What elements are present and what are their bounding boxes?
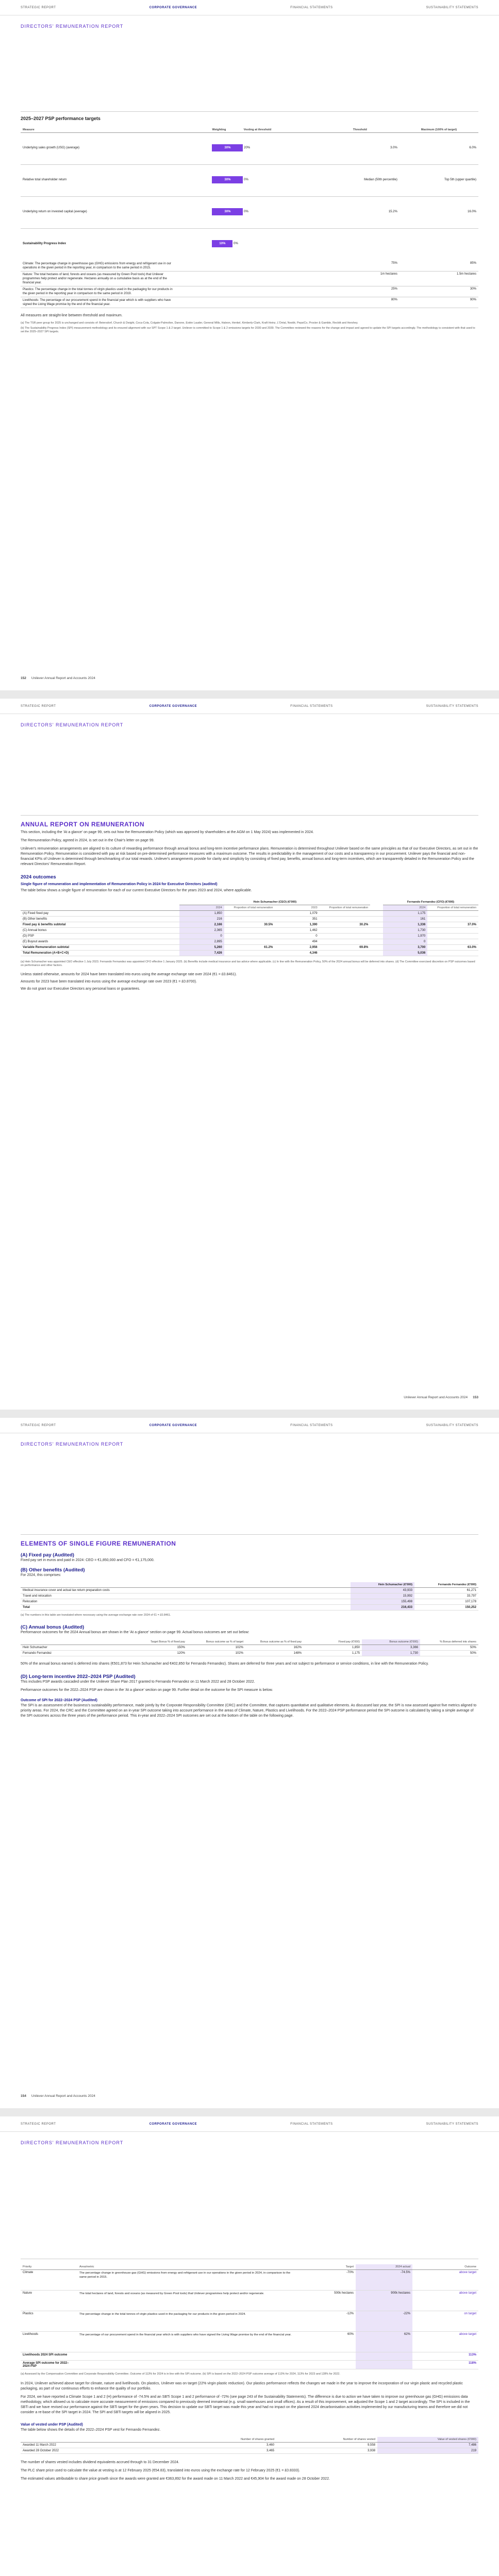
cell-value: 2,956	[309, 946, 318, 949]
bonus-table	[21, 1639, 478, 1656]
spacer	[370, 928, 383, 934]
cell-value: 2,166	[179, 922, 224, 928]
cell-value: 60%	[347, 2333, 354, 2336]
col-weighting: Weighting	[212, 128, 226, 131]
performance-paragraph: In 2024, Unilever achieved above target for climate, nature and livelihoods. On plastics, Unilever was on target (22% virgin plastic reduction). Our plastics performance reflects the changes we made in the year to improve the incorporation of our virgin plastic and recycled plastic packaging, as part of our continuous efforts to enhance the quality of our portfolio.	[21, 2382, 463, 2391]
table-row	[21, 2443, 478, 2448]
cell-value: 1,850	[352, 1646, 360, 1650]
nav-sustainability-statements[interactable]: SUSTAINABILITY STATEMENTS	[426, 2122, 478, 2126]
cell-value: 162%	[293, 1646, 302, 1650]
cell-value: 2,895	[179, 939, 224, 945]
cell-value	[320, 934, 371, 939]
cell-value	[320, 917, 371, 922]
performance-paragraph: For 2024, we have reported a Climate Scope 1 and 2 (H) performance of -74.5% and an SBTi Scope 1 and 2 performance of -72% (see page 243 of the Sustainability Statements). The difference is due to action we have taken to improve our greenhouse gas (GHG) emissions data methodology, which allowed us to calculate more accurate measurement of emissions compared to previously deemed immaterial (e.g. small warehouses and small offices). As a result of this improvement, we adjusted the Scope 1 and 2 target accordingly. The SPI is included in the SBTi and we have revised our performance against the SBTi target for the given years. This decision to update our SBTi target was made this year and had no impact on the planned 2024 decarbonisation activities implemented by our manufacturing teams and therefore we did not consider a re-base of the SPI target in 2024. The SPI and SBTi targets will be aligned in 2025.	[21, 2395, 470, 2415]
cell-value: 3,366	[362, 1645, 420, 1651]
spi-maximum: 30%	[400, 286, 478, 297]
row-label: (B) Other benefits	[23, 918, 47, 921]
page-footer	[21, 2094, 95, 2098]
cell-value	[356, 2352, 412, 2361]
table-row	[21, 951, 478, 956]
col-header	[21, 1639, 129, 1645]
cell-value: -12%	[346, 2312, 354, 2315]
spi-footnotes: (a) Assessed by the Compensation Committee and Corporate Responsibility Committee. Outcome of 113% for 2024 is in line with the SPI outcome. (b) SPI is based on the 2022–2024 PSP outcome average of 113% for 2024, 113% for 2023 and 128% for 2022.	[21, 2372, 340, 2376]
spi-item: Livelihoods: The percentage of our procurement spend in the financial year which is with suppliers who have signed the Living Wage promise by the end of the financial year.	[21, 297, 178, 308]
spi-outcome-table	[21, 2264, 478, 2369]
col-vesting: Vesting at threshold	[243, 128, 272, 131]
weight-bar: 30%	[212, 144, 243, 151]
cell-value: above target	[459, 2292, 476, 2295]
spi-item: Climate: The percentage change in greenhouse gas (GHG) emissions from energy and refrigerant use in our operations in the given period in the reporting year, in comparison to the same period in 2015.	[21, 261, 178, 272]
cell-value: Livelihoods	[23, 2333, 39, 2336]
cell-value: on target	[464, 2312, 476, 2315]
row-label: (C) Annual bonus	[23, 929, 47, 932]
row-label: Total	[23, 1606, 30, 1609]
cell-value	[299, 2352, 356, 2361]
vest-title: Value of vested under PSP (Audited)	[21, 2423, 83, 2427]
psp-text: This includes PSP awards cascaded under the Unilever Share Plan 2017 granted to Fernando Fernandez on 11 March 2022 and 28 October 2022.	[21, 1680, 255, 1684]
fixed-pay-text: Fixed pay set in euros and paid in 2024: CEO = €1,850,000 and CFO = €1,175,000.	[21, 1558, 155, 1562]
vest-intro: The table below shows the details of the 2022–2024 PSP vest for Fernando Fernandez.	[21, 2428, 161, 2432]
spi-maximum: 85%	[400, 261, 478, 272]
page-number: 154	[21, 2094, 26, 2098]
spacer	[370, 917, 383, 922]
cell-value: 118%	[468, 2362, 476, 2365]
arr-heading: ANNUAL REPORT ON REMUNERATION	[21, 821, 145, 828]
maximum-value: Top 5th (upper quartile)	[444, 178, 476, 181]
cell-value	[224, 928, 275, 934]
cell-value: -22%	[356, 2311, 412, 2332]
cell-value	[356, 2361, 412, 2369]
row-label: Awarded 28 October 2022	[23, 2449, 59, 2453]
table-row	[21, 2361, 478, 2369]
cell-value: 3,465	[266, 2449, 274, 2453]
cell-value: 1,390	[309, 923, 318, 926]
cell-value: 62%	[356, 2332, 412, 2352]
outcomes-heading: 2024 outcomes	[21, 874, 56, 880]
loans-note: We do not grant our Executive Directors any personal loans or guarantees.	[21, 987, 140, 991]
cell-value	[320, 951, 371, 956]
spi-threshold: 80%	[321, 297, 400, 308]
page-number: 153	[473, 1396, 478, 1399]
bonus-outro: 50% of the annual bonus earned is deferred into shares (€501,873 for Hein Schumacher and €402,850 for Fernando Fernandez). Shares are deferred for three years and not subject to performance or service conditions, in line with the Remuneration Policy.	[21, 1662, 429, 1666]
cell-value: The percentage change in greenhouse gas (GHG) emissions from energy and refrigerant use in our operations in the given period in 2024, in comparison to the same period in 2015.	[79, 2272, 291, 2279]
cell-value: The percentage of our procurement spend in the financial year which is with suppliers who have signed the Living Wage promise by the end of the financial year.	[79, 2333, 292, 2336]
cell-value	[427, 911, 478, 917]
section-title: DIRECTORS' REMUNERATION REPORT	[21, 24, 124, 29]
measure-name: Sustainability Progress Index	[23, 242, 66, 245]
benefits-note: (a) The numbers in this table are translated where necessary using the average exchange rate over 2024 of €1 = £0.8461.	[21, 1614, 171, 1617]
table-row	[21, 939, 478, 945]
col-measure: Measure	[23, 128, 35, 131]
cell-value: 3,460	[266, 2444, 274, 2447]
section-title: DIRECTORS' REMUNERATION REPORT	[21, 1442, 124, 1447]
cell-value: above target	[459, 2333, 476, 2336]
cell-value: 61,271	[467, 1589, 476, 1592]
cell-value	[224, 951, 275, 956]
page-155	[0, 2116, 499, 2576]
row-label: Medical insurance cover and actual tax return preparation costs	[23, 1589, 110, 1592]
cell-value: -70%	[346, 2271, 354, 2274]
cell-value: 9,558	[367, 2444, 375, 2447]
cell-value: 150%	[177, 1646, 185, 1650]
cell-value	[224, 939, 275, 945]
col-header: Proportion of total remuneration	[437, 906, 476, 909]
cell-value: The percentage change in the total tonnes of virgin plastics used in the packaging for our products in the given period in 2024.	[79, 2313, 246, 2316]
psp-title: (D) Long-term incentive 2022–2024 PSP (Audited)	[21, 1674, 136, 1680]
col-header: Target	[345, 2265, 354, 2268]
cell-value	[427, 928, 478, 934]
cell-value: 494	[312, 940, 318, 943]
cell-value: 0	[179, 934, 224, 939]
col-header: 2023	[311, 906, 318, 909]
cell-value: 4,346	[309, 952, 318, 955]
cell-value: 1,175	[383, 911, 427, 917]
cell-value: 2,365	[179, 928, 224, 934]
cell-value: 216,433	[351, 1605, 414, 1611]
col-header: % Bonus deferred into shares	[439, 1640, 476, 1644]
table-footnotes: (a) Hein Schumacher was appointed CEO effective 1 July 2023. Fernando Fernandez was appointed CFO effective 1 January 2025. (b) Benefits include medical insurance and tax advice where applicable. (c) In line with the Remuneration Policy, 50% of the 2024 annual bonus will be deferred into shares. (d) The Committee exercised discretion on PSP outcomes based on performance and other factors.	[21, 960, 475, 968]
cell-value: 216	[179, 917, 224, 922]
group-cfo: Fernando Fernandez (CFO) (€'000)	[383, 900, 478, 905]
cell-value	[224, 934, 275, 939]
row-label: Awarded 11 March 2022	[23, 2444, 56, 2447]
row-label: Fixed pay & benefits subtotal	[23, 923, 66, 926]
col-header: Area/metric	[79, 2265, 94, 2268]
table-row	[21, 229, 478, 261]
table-row	[21, 1594, 478, 1599]
vest-note: The estimated values attributable to share price growth since the awards were granted are €363,892 for the award made on 11 March 2022 and €45,904 for the award made on 28 October 2022.	[21, 2477, 330, 2481]
vest-note: The PLC share price used to calculate the value at vesting is at 12 February 2025 (€54.83), translated into euros using the exchange rate for 12 February 2025 (€1 = £0.8333).	[21, 2469, 300, 2473]
cell-value: 43,933	[351, 1588, 414, 1594]
cell-value: 219	[377, 2448, 478, 2454]
cell-value	[427, 939, 478, 945]
table-row	[21, 922, 478, 928]
nav-sustainability-statements[interactable]: SUSTAINABILITY STATEMENTS	[426, 704, 478, 708]
table-row	[21, 2352, 478, 2361]
row-label: Relocation	[23, 1600, 38, 1603]
table-row	[21, 2291, 478, 2311]
cell-value: 1,730	[362, 1651, 420, 1656]
cell-value	[427, 951, 478, 956]
nav-financial-statements[interactable]: FINANCIAL STATEMENTS	[290, 6, 333, 9]
table-row	[21, 133, 478, 165]
cell-value: 61.2%	[264, 946, 273, 949]
spacer	[370, 922, 383, 928]
cell-value: 5,260	[179, 945, 224, 951]
intro-paragraph: The Remuneration Policy, agreed in 2024, is set out in the Chair's letter on page 99.	[21, 839, 155, 842]
col-header: Bonus outcome as % of fixed pay	[260, 1640, 302, 1644]
exchange-note: Unless stated otherwise, amounts for 2024 have been translated into euros using the average exchange rate over 2024 (€1 = £0.8461).	[21, 972, 237, 976]
cell-value: 30.2%	[359, 923, 369, 926]
cell-value: 1,850	[179, 911, 224, 917]
nav-corporate-governance[interactable]: CORPORATE GOVERNANCE	[149, 2122, 197, 2126]
col-header: Bonus outcome (€'000)	[362, 1639, 420, 1645]
intro-paragraph: This section, including the 'At a glance' on page 99, sets out how the Remuneration Policy (which was approved by shareholders at the AGM on 1 May 2024) was implemented in 2024.	[21, 831, 314, 834]
footnote: (b) The Sustainability Progress Index (SPI) measurement methodology and its ensured alignment with our SPT Scope 1 & 2 target. Unilever is committed to Scope 1 & 2 emissions targets for 2030 and 2039. The Committee reviewed the reasons for the change and impact and agreed to update the SPI targets accordingly. The methodology is consistent with that used to set the 2025–2027 SPI targets.	[21, 326, 475, 334]
report-title: Unilever Annual Report and Accounts 2024	[31, 676, 95, 680]
nav-financial-statements[interactable]: FINANCIAL STATEMENTS	[290, 704, 333, 708]
spacer	[370, 911, 383, 917]
row-label: Hein Schumacher	[23, 1646, 47, 1650]
cell-value: 69.8%	[359, 946, 369, 949]
cell-value: Livelihoods 2024 SPI outcome	[23, 2353, 68, 2357]
page-number: 152	[21, 676, 26, 680]
page-footer	[21, 676, 95, 680]
top-nav	[0, 0, 499, 15]
nav-corporate-governance[interactable]: CORPORATE GOVERNANCE	[149, 704, 197, 708]
single-figure-intro: The table below shows a single figure of remuneration for each of our current Executive Directors for the years 2023 and 2024, where applicable.	[21, 889, 252, 892]
table-row	[21, 2311, 478, 2332]
cell-value: 161	[383, 917, 427, 922]
table-row	[21, 1605, 478, 1611]
cell-value: 148%	[293, 1652, 302, 1655]
threshold-value: 3.0%	[390, 146, 397, 149]
cell-value: 1,079	[309, 912, 318, 915]
cell-value	[77, 2352, 299, 2361]
nav-sustainability-statements[interactable]: SUSTAINABILITY STATEMENTS	[426, 6, 478, 9]
spacer	[370, 934, 383, 939]
nav-corporate-governance[interactable]: CORPORATE GOVERNANCE	[149, 6, 197, 9]
spi-maximum: 90%	[400, 297, 478, 308]
col-header: Outcome	[464, 2265, 476, 2268]
spi-maximum: 1.5m hectares	[400, 271, 478, 286]
row-label: Total Remuneration (A+B+C+D)	[23, 952, 69, 955]
col-header: 2024 actual	[356, 2264, 412, 2270]
cell-value: 33,797	[467, 1595, 476, 1598]
top-nav	[0, 1418, 499, 1433]
cell-value: 351	[312, 918, 318, 921]
col-header: Hein Schumacher (€'000)	[351, 1582, 414, 1588]
intro-paragraph: Unilever's remuneration arrangements are aligned to its culture of rewarding performance through annual bonus and long-term incentive performance plans. Remuneration is determined throughout Unilever based on the same principles as that of our Executive Directors, as set out in the Remuneration Policy. Remuneration is considered with pay at risk based on pre-determined performance measures with a maximum outcome. The results in predictability in the management of our costs and a transparency in our procurement. Unilever pays the financial and non-financial KPIs of Unilever is determined through benchmarking of our total rewards. Unilever's arrangements provide for clarity and simplicity by consisting of fixed pay, benefits, annual bonus and long-term incentives, which are transparently detailed in the Remuneration Policy and the relevant Directors' Remuneration Report.	[21, 847, 478, 866]
cell-value: 7,486	[377, 2443, 478, 2448]
cell-value: 50%	[470, 1652, 476, 1655]
threshold-value: Median (50th percentile)	[364, 178, 397, 181]
footnote: (a) The TSR peer group for 2025 is unchanged and consists of: Beiersdorf, Church & Dwight, Coca-Cola, Colgate-Palmolive, Danone, Estée Lauder, General Mills, Haleon, Henkel, Kimberly-Clark, Kraft Heinz, L'Oréal, Nestlé, PepsiCo, Procter & Gamble, Reckitt and Hershey.	[21, 321, 358, 325]
cell-value: Climate	[23, 2271, 34, 2274]
cell-value	[320, 911, 371, 917]
top-nav	[0, 699, 499, 714]
cell-value	[320, 939, 371, 945]
row-label: (A) Fixed fixed pay	[23, 912, 49, 915]
cell-value: 102%	[235, 1646, 243, 1650]
vest-value: 0%	[234, 242, 238, 245]
col-header: Value of vested shares (€'000)	[377, 2437, 478, 2443]
cell-value: 7,426	[179, 951, 224, 956]
cell-value: 113%	[468, 2353, 476, 2357]
spi-item: Nature: The total hectares of land, forests and oceans (as measured by Green Pool tools) that Unilever programmes help protect and/or regenerate. Hectares annually on a cumulative basis as at the end of the financial year.	[21, 271, 178, 286]
cell-value	[224, 917, 275, 922]
single-figure-title: Single figure of remuneration and implementation of Remuneration Policy in 2024 for Executive Directors (audited)	[21, 883, 218, 886]
col-threshold: Threshold	[353, 128, 367, 131]
cell-value: 155,498	[351, 1599, 414, 1605]
section-title: DIRECTORS' REMUNERATION REPORT	[21, 2140, 124, 2145]
elements-heading: ELEMENTS OF SINGLE FIGURE REMUNERATION	[21, 1540, 176, 1547]
nav-corporate-governance[interactable]: CORPORATE GOVERNANCE	[149, 1423, 197, 1427]
nav-sustainability-statements[interactable]: SUSTAINABILITY STATEMENTS	[426, 1423, 478, 1427]
cell-value: 1,730	[383, 928, 427, 934]
col-header: Priority	[23, 2265, 32, 2268]
measure-name: Underlying return on invested capital (average)	[23, 210, 87, 213]
spacer	[370, 945, 383, 951]
page-footer	[404, 1396, 478, 1399]
page-152	[0, 0, 499, 690]
cell-value: 63.0%	[467, 946, 476, 949]
nav-strategic-report[interactable]: STRATEGIC REPORT	[21, 2122, 56, 2126]
psp-text: Performance outcomes for the 2022–2024 PSP are shown in the 'At a glance' section on page 99. Further detail on the outcome for the SPI measure is below.	[21, 1688, 273, 1692]
row-label: Fernando Fernandez	[23, 1652, 52, 1655]
cell-value: 500k hectares	[334, 2292, 354, 2295]
bonus-title: (C) Annual bonus (Audited)	[21, 1624, 85, 1631]
single-figure-table	[21, 900, 478, 956]
cell-value: 1,462	[309, 929, 318, 932]
col-header: Proportion of total remuneration	[329, 906, 369, 909]
nav-financial-statements[interactable]: FINANCIAL STATEMENTS	[290, 2122, 333, 2126]
cell-value: 37.0%	[467, 923, 476, 926]
col-header: Bonus outcome as % of target	[206, 1640, 243, 1644]
benefits-title: (B) Other benefits (Audited)	[21, 1567, 85, 1573]
section-title: DIRECTORS' REMUNERATION REPORT	[21, 722, 124, 727]
cell-value: 15,992	[351, 1594, 414, 1599]
table-row	[21, 945, 478, 951]
col-header: Fernando Fernandez (€'000)	[438, 1583, 476, 1586]
col-header: Fixed pay (€'000)	[338, 1640, 360, 1644]
nav-strategic-report[interactable]: STRATEGIC REPORT	[21, 1423, 56, 1427]
table-row	[21, 2448, 478, 2454]
cell-value: Average SPI outcome for 2022–2024 PSP	[23, 2362, 69, 2368]
cell-value	[320, 928, 371, 934]
weight-bar: 10%	[212, 240, 232, 247]
bonus-text: Performance outcomes for the 2024 Annual bonus are shown in the 'At a glance' section on page 99. Actual bonus outcomes are set out below:	[21, 1631, 250, 1635]
vest-value: 20%	[244, 146, 251, 149]
cell-value: 900k hectares	[356, 2291, 412, 2311]
table-row	[21, 165, 478, 197]
group-ceo: Hein Schumacher (CEO) (€'000)	[179, 900, 370, 905]
table-row	[21, 2332, 478, 2352]
table-row	[21, 934, 478, 939]
table-row	[21, 928, 478, 934]
spacer	[370, 951, 383, 956]
vest-table	[21, 2437, 478, 2454]
col-header: Number of shares granted	[241, 2438, 274, 2442]
col-header: 2024	[383, 905, 427, 911]
cell-value	[299, 2361, 356, 2369]
top-nav	[0, 2116, 499, 2132]
cell-value	[77, 2361, 299, 2369]
nav-strategic-report[interactable]: STRATEGIC REPORT	[21, 6, 56, 9]
spi-threshold: 75%	[321, 261, 400, 272]
weight-bar: 30%	[212, 208, 243, 215]
cell-value: 102%	[235, 1652, 243, 1655]
nav-strategic-report[interactable]: STRATEGIC REPORT	[21, 704, 56, 708]
vest-note: The number of shares vested includes dividend equivalents accrued through to 31 December 2024.	[21, 2461, 179, 2465]
col-maximum: Maximum (100% of target)	[421, 128, 457, 131]
row-label: Variable Remuneration subtotal	[23, 946, 70, 949]
table-row	[21, 2270, 478, 2291]
spi-outcome-text: The SPI is an assessment of the business's sustainability performance, made jointly by the Corporate Responsibility Committee (CRC) and the Committee, that captures quantitative and qualitative elements. As discussed last year, the SPI is now assessed against five metrics aligned to priority areas. For 2024, the CRC and the Committee agreed on an in-year SPI outcome taking into account performance in the areas of Climate, Nature, Plastics and Livelihoods. For the 2022–2024 PSP performance period the SPI outcome is calculated by taking a simple average of the SPI outcomes across the three years of the performance period. This in-year and 2022–2024 SPI outcomes are set out at the bottom of the table on the following page.	[21, 1704, 477, 1718]
cell-value: 150,252	[465, 1606, 476, 1609]
table-row	[21, 917, 478, 922]
col-header: Target Bonus % of fixed pay	[150, 1640, 185, 1644]
cell-value: 0	[383, 939, 427, 945]
row-label: (D) PSP	[23, 935, 35, 938]
cell-value: 1,175	[352, 1652, 360, 1655]
psp-targets-heading: 2025–2027 PSP performance targets	[21, 116, 101, 121]
table-row	[21, 1588, 478, 1594]
measure-name: Relative total shareholder return	[23, 178, 67, 181]
cell-value: 1,336	[383, 922, 427, 928]
col-header: Proportion of total remuneration	[234, 906, 273, 909]
spi-threshold: 25%	[321, 286, 400, 297]
col-header: 2024	[179, 905, 224, 911]
spi-items-table	[21, 261, 478, 308]
spacer	[370, 939, 383, 945]
cell-value: The total hectares of land, forests and oceans (as measured by Green Pool tools) that Unilever programmes help protect and/or regenerate.	[79, 2292, 264, 2295]
benefits-text: For 2024, this comprises:	[21, 1573, 61, 1577]
cell-value: 120%	[177, 1652, 185, 1655]
measure-name: Underlying sales growth (USG) (average)	[23, 146, 80, 149]
weight-bar: 30%	[212, 176, 243, 183]
cell-value: 5,036	[383, 951, 427, 956]
benefits-table	[21, 1582, 478, 1611]
cell-value	[427, 917, 478, 922]
straight-line-note: All measures are straight-line between threshold and maximum.	[21, 313, 123, 317]
cell-value	[427, 934, 478, 939]
page-153	[0, 699, 499, 1410]
cell-value: 0	[315, 935, 318, 938]
table-row	[21, 911, 478, 917]
spi-outcome-title: Outcome of SPI for 2022–2024 PSP (Audited)	[21, 1699, 97, 1703]
cell-value: Plastics	[23, 2312, 34, 2315]
table-row	[21, 1599, 478, 1605]
row-label: Travel and relocation	[23, 1595, 52, 1598]
cell-value: 107,178	[465, 1600, 476, 1603]
cell-value: 50%	[470, 1646, 476, 1650]
report-title: Unilever Annual Report and Accounts 2024	[31, 2094, 95, 2098]
cell-value: 3,938	[367, 2449, 375, 2453]
cell-value: 3,700	[383, 945, 427, 951]
threshold-value: 15.2%	[388, 210, 397, 213]
cell-value	[224, 911, 275, 917]
col-header: Number of shares vested	[343, 2438, 375, 2442]
cell-value: 30.5%	[264, 923, 273, 926]
fixed-pay-title: (A) Fixed pay (Audited)	[21, 1552, 74, 1558]
spi-threshold: 1m hectares	[321, 271, 400, 286]
exchange-note: Amounts for 2023 have been translated into euros using the average exchange rate over 2023 (€1 = £0.8700).	[21, 979, 197, 984]
psp-targets-table	[21, 127, 478, 261]
row-label: (E) Buyout awards	[23, 940, 48, 943]
nav-financial-statements[interactable]: FINANCIAL STATEMENTS	[290, 1423, 333, 1427]
cell-value: above target	[459, 2271, 476, 2274]
maximum-value: 16.0%	[467, 210, 476, 213]
maximum-value: 6.0%	[469, 146, 476, 149]
page-154	[0, 1418, 499, 2108]
spi-item: Plastics: The percentage change in the total tonnes of virgin plastics used in the packaging for our products in the given period in the reporting year in comparison to the same period in 2019.	[21, 286, 178, 297]
cell-value: Nature	[23, 2292, 32, 2295]
table-row	[21, 197, 478, 229]
vest-value: 0%	[244, 210, 248, 213]
cell-value: -74.5%	[356, 2270, 412, 2291]
cell-value: 1,970	[383, 934, 427, 939]
report-title: Unilever Annual Report and Accounts 2024	[404, 1396, 468, 1399]
vest-value: 0%	[244, 178, 248, 181]
table-row	[21, 1645, 478, 1651]
table-row	[21, 1651, 478, 1656]
